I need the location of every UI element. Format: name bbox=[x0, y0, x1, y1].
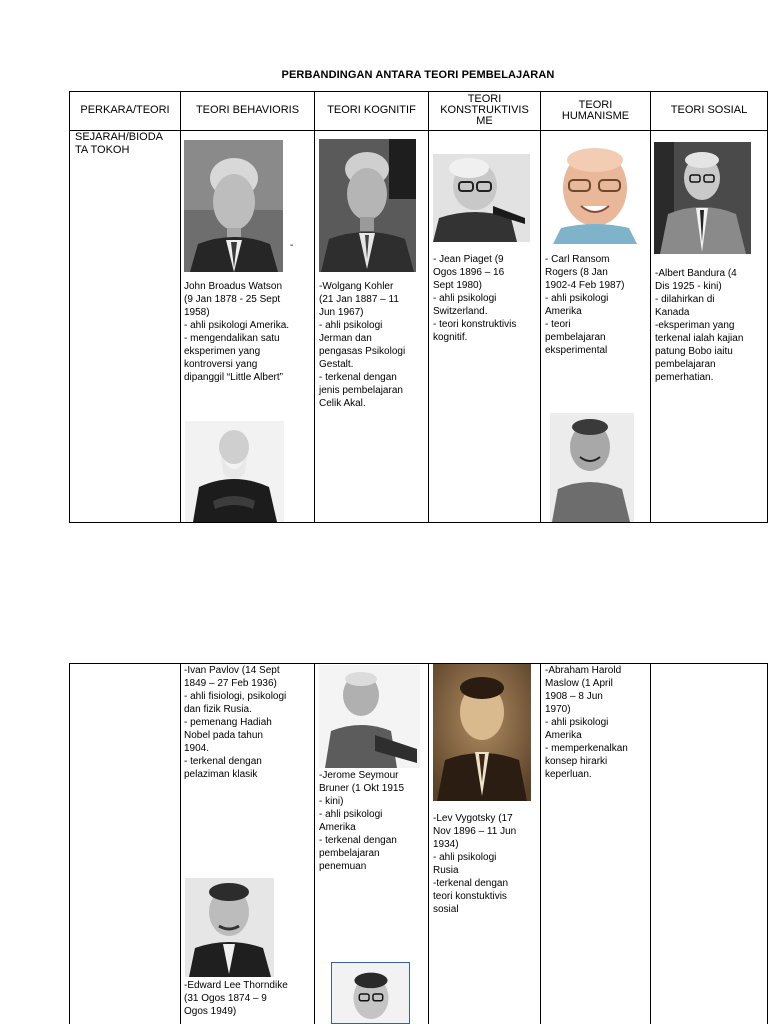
column-divider bbox=[180, 663, 181, 1024]
piaget-biography: - Jean Piaget (9 Ogos 1896 – 16 Sept 1980) - ahli psikologi Switzerland. - teori konstruktivis kognitif. bbox=[433, 254, 517, 343]
table-border-bottom bbox=[69, 522, 768, 523]
column-divider bbox=[428, 663, 429, 1024]
column-divider bbox=[180, 91, 181, 523]
column-divider bbox=[540, 91, 541, 523]
header-teori-kognitif: TEORI KOGNITIF bbox=[327, 104, 416, 116]
stray-dash: - bbox=[290, 240, 294, 251]
column-divider bbox=[314, 91, 315, 523]
bandura-portrait-photo bbox=[654, 142, 751, 254]
header-teori-humanisme: TEORI HUMANISME bbox=[561, 98, 630, 122]
pavlov-portrait-photo bbox=[185, 421, 284, 522]
col3-bottom-portrait-photo bbox=[331, 962, 410, 1024]
row-label-sejarah-biodata-tokoh: SEJARAH/BIODA TA TOKOH bbox=[75, 131, 164, 156]
vygotsky-portrait-photo bbox=[433, 664, 531, 801]
bandura-biography: -Albert Bandura (4 Dis 1925 - kini) - dilahirkan di Kanada -eksperiman yang terkenal ialah kajian patung Bobo iaitu pembelajaran pemerhatian. bbox=[655, 268, 744, 383]
maslow-biography: -Abraham Harold Maslow (1 April 1908 – 8 Jun 1970) - ahli psikologi Amerika - memperkenalkan konsep hirarki keperluan. bbox=[545, 665, 628, 780]
column-divider bbox=[314, 663, 315, 1024]
rogers-portrait-photo bbox=[545, 144, 643, 244]
document-title: PERBANDINGAN ANTARA TEORI PEMBELAJARAN bbox=[281, 69, 555, 81]
header-teori-behavioris: TEORI BEHAVIORIS bbox=[195, 104, 300, 116]
watson-biography: John Broadus Watson (9 Jan 1878 - 25 Sept 1958) - ahli psikologi Amerika. - mengendalikan satu eksperimen yang kontroversi yang dipanggil “Little Albert” bbox=[184, 281, 290, 383]
kohler-portrait-photo bbox=[319, 139, 416, 272]
piaget-portrait-photo bbox=[433, 154, 530, 242]
kohler-biography: -Wolgang Kohler (21 Jan 1887 – 11 Jun 1967) - ahli psikologi Jerman dan pengasas Psikologi Gestalt. - terkenal dengan jenis pembelajaran Celik Akal. bbox=[319, 281, 406, 409]
header-perkara-teori: PERKARA/TEORI bbox=[80, 104, 170, 116]
bruner-biography: -Jerome Seymour Bruner (1 Okt 1915 - kini) - ahli psikologi Amerika - terkenal dengan pembelajaran penemuan bbox=[319, 770, 405, 872]
header-teori-konstruktivisme: TEORI KONSTRUKTIVIS ME bbox=[440, 93, 529, 127]
thorndike-biography: -Edward Lee Thorndike (31 Ogos 1874 – 9 Ogos 1949) bbox=[184, 980, 288, 1017]
rogers-biography: - Carl Ransom Rogers (8 Jan 1902-4 Feb 1987) - ahli psikologi Amerika - teori pembelajaran eksperimental bbox=[545, 254, 625, 356]
maslow-portrait-photo bbox=[550, 413, 634, 522]
thorndike-portrait-photo bbox=[185, 878, 274, 977]
column-divider bbox=[69, 91, 70, 523]
column-divider bbox=[540, 663, 541, 1024]
bruner-portrait-photo bbox=[319, 665, 420, 768]
vygotsky-biography: -Lev Vygotsky (17 Nov 1896 – 11 Jun 1934) - ahli psikologi Rusia -terkenal dengan teori konstuktivis sosial bbox=[433, 813, 517, 915]
table-border-top bbox=[69, 663, 768, 664]
pavlov-biography: -Ivan Pavlov (14 Sept 1849 – 27 Feb 1936) - ahli fisiologi, psikologi dan fizik Rusia. - pemenang Hadiah Nobel pada tahun 1904. - terkenal dengan pelaziman klasik bbox=[184, 665, 287, 780]
header-teori-sosial: TEORI SOSIAL bbox=[670, 104, 748, 116]
watson-portrait-photo bbox=[184, 140, 283, 272]
header-row-divider bbox=[69, 130, 768, 131]
column-divider bbox=[650, 663, 651, 1024]
column-divider bbox=[69, 663, 70, 1024]
column-divider bbox=[428, 91, 429, 523]
column-divider bbox=[650, 91, 651, 523]
